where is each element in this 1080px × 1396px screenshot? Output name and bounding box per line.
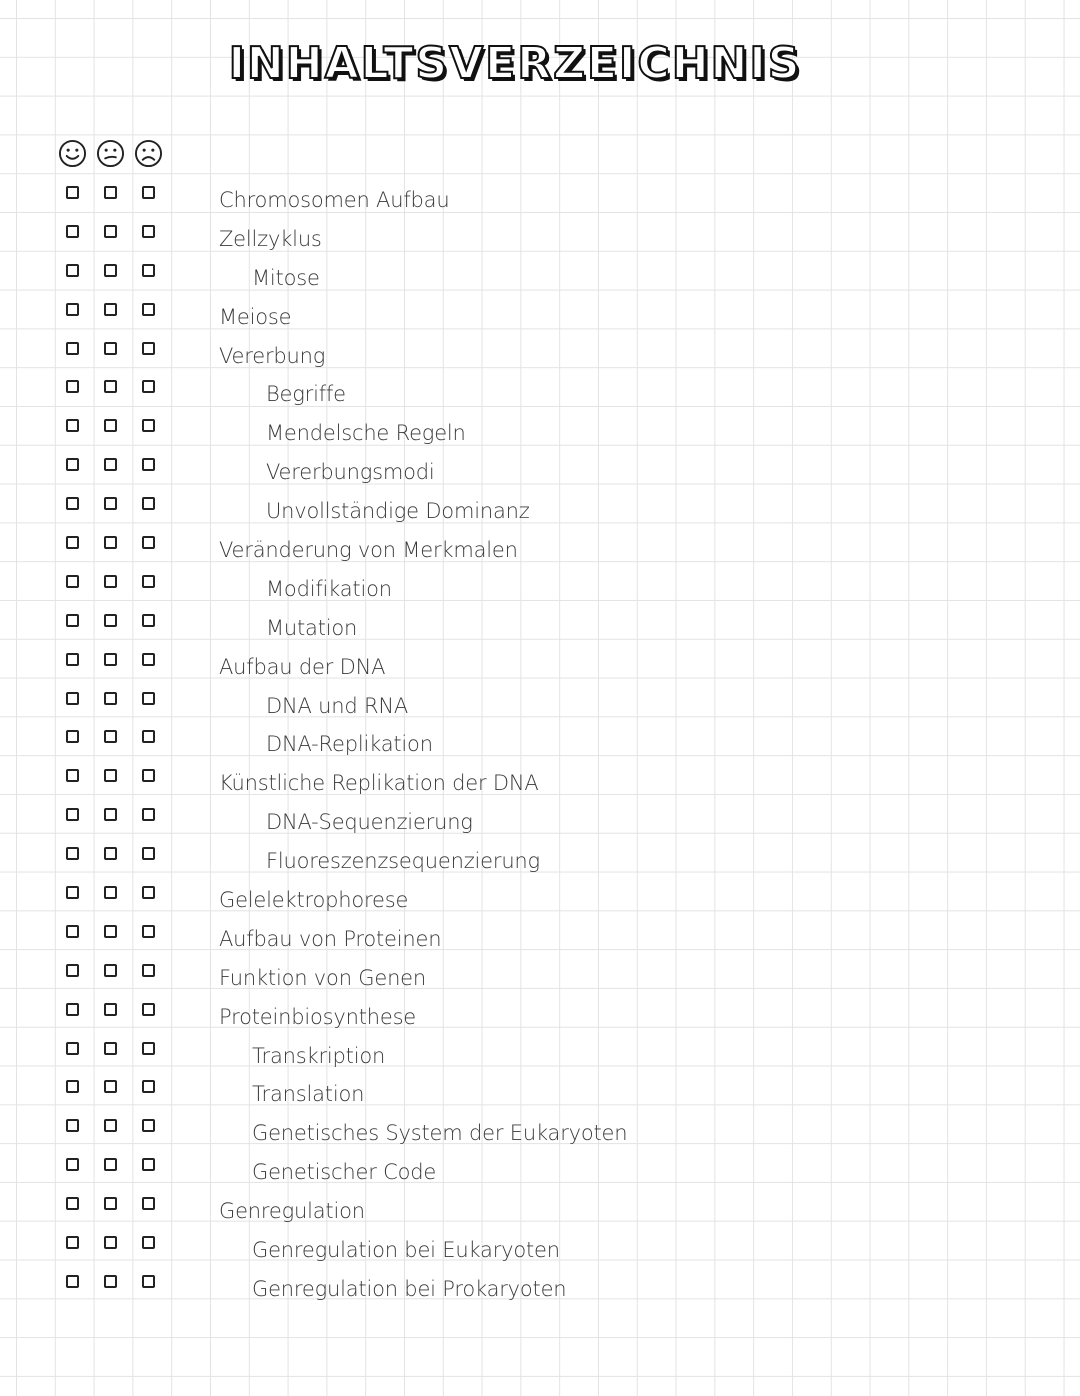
- list-item: [0, 800, 1080, 839]
- list-item: [0, 528, 1080, 567]
- topic-label: Veränderung von Merkmalen: [219, 538, 518, 563]
- rating-header: [58, 139, 163, 168]
- checkbox-okay[interactable]: [104, 653, 117, 666]
- checkbox-okay[interactable]: [104, 614, 117, 627]
- checkbox-good[interactable]: [66, 186, 79, 199]
- list-item: [0, 178, 1080, 217]
- topic-label: Genetischer Code: [252, 1160, 437, 1185]
- topic-label: Funktion von Genen: [219, 965, 427, 990]
- rating-checkboxes: [66, 1042, 155, 1055]
- checkbox-good[interactable]: [66, 497, 79, 510]
- topic-label: Transkription: [252, 1043, 386, 1068]
- checkbox-good[interactable]: [66, 847, 79, 860]
- checkbox-bad[interactable]: [142, 1197, 155, 1210]
- rating-checkboxes: [66, 1275, 155, 1288]
- checkbox-okay[interactable]: [104, 964, 117, 977]
- rating-checkboxes: [66, 536, 155, 549]
- checkbox-bad[interactable]: [142, 1003, 155, 1016]
- checkbox-okay[interactable]: [104, 847, 117, 860]
- checkbox-good[interactable]: [66, 1119, 79, 1132]
- checkbox-bad[interactable]: [142, 692, 155, 705]
- checkbox-okay[interactable]: [104, 186, 117, 199]
- checkbox-good[interactable]: [66, 419, 79, 432]
- checkbox-bad[interactable]: [142, 264, 155, 277]
- list-item: [0, 217, 1080, 256]
- checkbox-okay[interactable]: [104, 342, 117, 355]
- checkbox-bad[interactable]: [142, 303, 155, 316]
- checkbox-bad[interactable]: [142, 730, 155, 743]
- checkbox-bad[interactable]: [142, 808, 155, 821]
- checkbox-bad[interactable]: [142, 1275, 155, 1288]
- checkbox-bad[interactable]: [142, 964, 155, 977]
- checkbox-good[interactable]: [66, 808, 79, 821]
- checkbox-good[interactable]: [66, 536, 79, 549]
- list-item: [0, 450, 1080, 489]
- topic-label: Meiose: [219, 304, 292, 329]
- checkbox-good[interactable]: [66, 1158, 79, 1171]
- checkbox-bad[interactable]: [142, 225, 155, 238]
- list-item: [0, 295, 1080, 334]
- topic-label: Künstliche Replikation der DNA: [219, 771, 539, 796]
- checkbox-bad[interactable]: [142, 342, 155, 355]
- rating-checkboxes: [66, 1158, 155, 1171]
- list-item: [0, 1189, 1080, 1228]
- list-item: [0, 956, 1080, 995]
- checkbox-okay[interactable]: [104, 380, 117, 393]
- checkbox-good[interactable]: [66, 730, 79, 743]
- checkbox-bad[interactable]: [142, 1236, 155, 1249]
- checkbox-okay[interactable]: [104, 1042, 117, 1055]
- checkbox-okay[interactable]: [104, 886, 117, 899]
- happy-face-icon: [58, 139, 87, 168]
- checkbox-good[interactable]: [66, 886, 79, 899]
- rating-checkboxes: [66, 458, 155, 471]
- topic-label: Gelelektrophorese: [219, 888, 409, 913]
- checkbox-okay[interactable]: [104, 536, 117, 549]
- topic-label: Chromosomen Aufbau: [219, 188, 450, 212]
- rating-checkboxes: [66, 1119, 155, 1132]
- topic-label: Genregulation bei Prokaryoten: [252, 1276, 567, 1301]
- checkbox-okay[interactable]: [104, 419, 117, 432]
- checkbox-okay[interactable]: [104, 303, 117, 316]
- checkbox-okay[interactable]: [104, 458, 117, 471]
- rating-checkboxes: [66, 342, 155, 355]
- topic-label: Mendelsche Regeln: [266, 421, 466, 446]
- checkbox-okay[interactable]: [104, 1003, 117, 1016]
- rating-checkboxes: [66, 886, 155, 899]
- rating-checkboxes: [66, 925, 155, 938]
- checkbox-good[interactable]: [66, 964, 79, 977]
- topic-label: Genregulation bei Eukaryoten: [252, 1238, 560, 1263]
- list-item: [0, 645, 1080, 684]
- checkbox-good[interactable]: [66, 1080, 79, 1093]
- topic-label: Vererbung: [219, 343, 326, 368]
- list-item: [0, 839, 1080, 878]
- checkbox-good[interactable]: [66, 1236, 79, 1249]
- rating-checkboxes: [66, 575, 155, 588]
- neutral-face-icon: [96, 139, 125, 168]
- topic-label: Mutation: [266, 615, 358, 640]
- list-item: [0, 1034, 1080, 1073]
- rating-checkboxes: [66, 419, 155, 432]
- checkbox-bad[interactable]: [142, 575, 155, 588]
- contents-list: [0, 178, 1080, 1306]
- checkbox-okay[interactable]: [104, 575, 117, 588]
- topic-label: DNA-Sequenzierung: [266, 810, 473, 835]
- checkbox-bad[interactable]: [142, 925, 155, 938]
- rating-checkboxes: [66, 1197, 155, 1210]
- rating-checkboxes: [66, 964, 155, 977]
- rating-checkboxes: [66, 653, 155, 666]
- rating-checkboxes: [66, 808, 155, 821]
- checkbox-good[interactable]: [66, 769, 79, 782]
- checkbox-bad[interactable]: [142, 497, 155, 510]
- page-title: INHALTSVERZEICHNIS: [228, 38, 802, 89]
- list-item: [0, 256, 1080, 295]
- rating-checkboxes: [66, 692, 155, 705]
- rating-checkboxes: [66, 380, 155, 393]
- checkbox-good[interactable]: [66, 303, 79, 316]
- checkbox-good[interactable]: [66, 1003, 79, 1016]
- topic-label: Zellzyklus: [219, 226, 322, 251]
- topic-label: DNA und RNA: [266, 693, 409, 718]
- checkbox-bad[interactable]: [142, 886, 155, 899]
- checkbox-okay[interactable]: [104, 1197, 117, 1210]
- topic-label: Begriffe: [266, 382, 346, 407]
- rating-checkboxes: [66, 1236, 155, 1249]
- checkbox-bad[interactable]: [142, 769, 155, 782]
- checkbox-okay[interactable]: [104, 225, 117, 238]
- checkbox-okay[interactable]: [104, 1158, 117, 1171]
- checkbox-bad[interactable]: [142, 380, 155, 393]
- checkbox-bad[interactable]: [142, 419, 155, 432]
- list-item: [0, 761, 1080, 800]
- checkbox-okay[interactable]: [104, 730, 117, 743]
- checkbox-bad[interactable]: [142, 653, 155, 666]
- rating-checkboxes: [66, 1003, 155, 1016]
- topic-label: Translation: [252, 1082, 365, 1107]
- topic-label: Modifikation: [266, 576, 392, 601]
- checkbox-okay[interactable]: [104, 692, 117, 705]
- checkbox-bad[interactable]: [142, 614, 155, 627]
- list-item: [0, 411, 1080, 450]
- topic-label: Vererbungsmodi: [266, 460, 435, 485]
- checkbox-good[interactable]: [66, 1042, 79, 1055]
- checkbox-good[interactable]: [66, 264, 79, 277]
- rating-checkboxes: [66, 769, 155, 782]
- checkbox-bad[interactable]: [142, 186, 155, 199]
- rating-checkboxes: [66, 847, 155, 860]
- checkbox-okay[interactable]: [104, 808, 117, 821]
- rating-checkboxes: [66, 497, 155, 510]
- rating-checkboxes: [66, 614, 155, 627]
- checkbox-good[interactable]: [66, 458, 79, 471]
- topic-label: Proteinbiosynthese: [219, 1004, 417, 1029]
- checkbox-okay[interactable]: [104, 925, 117, 938]
- rating-checkboxes: [66, 303, 155, 316]
- sad-face-icon: [134, 139, 163, 168]
- list-item: [0, 684, 1080, 723]
- list-item: [0, 372, 1080, 411]
- checkbox-good[interactable]: [66, 692, 79, 705]
- checkbox-bad[interactable]: [142, 1158, 155, 1171]
- topic-label: Fluoreszenzsequenzierung: [266, 849, 540, 874]
- rating-checkboxes: [66, 730, 155, 743]
- checkbox-okay[interactable]: [104, 1275, 117, 1288]
- checkbox-okay[interactable]: [104, 264, 117, 277]
- list-item: [0, 1228, 1080, 1267]
- checkbox-okay[interactable]: [104, 769, 117, 782]
- topic-label: Unvollständige Dominanz: [266, 499, 530, 524]
- checkbox-good[interactable]: [66, 342, 79, 355]
- checkbox-good[interactable]: [66, 575, 79, 588]
- checkbox-bad[interactable]: [142, 847, 155, 860]
- checkbox-okay[interactable]: [104, 1119, 117, 1132]
- rating-checkboxes: [66, 1080, 155, 1093]
- checkbox-good[interactable]: [66, 225, 79, 238]
- list-item: [0, 1072, 1080, 1111]
- list-item: [0, 917, 1080, 956]
- checkbox-bad[interactable]: [142, 1042, 155, 1055]
- rating-checkboxes: [66, 264, 155, 277]
- list-item: [0, 995, 1080, 1034]
- checkbox-good[interactable]: [66, 614, 79, 627]
- rating-checkboxes: [66, 225, 155, 238]
- list-item: [0, 878, 1080, 917]
- list-item: [0, 489, 1080, 528]
- topic-label: DNA-Replikation: [266, 732, 433, 757]
- topic-label: Aufbau der DNA: [219, 654, 386, 679]
- list-item: [0, 606, 1080, 645]
- checkbox-good[interactable]: [66, 1197, 79, 1210]
- checkbox-okay[interactable]: [104, 1236, 117, 1249]
- checkbox-good[interactable]: [66, 380, 79, 393]
- list-item: [0, 722, 1080, 761]
- checkbox-good[interactable]: [66, 1275, 79, 1288]
- checkbox-okay[interactable]: [104, 1080, 117, 1093]
- list-item: [0, 567, 1080, 606]
- list-item: [0, 334, 1080, 373]
- checkbox-good[interactable]: [66, 925, 79, 938]
- checkbox-bad[interactable]: [142, 458, 155, 471]
- checkbox-okay[interactable]: [104, 497, 117, 510]
- topic-label: Genetisches System der Eukaryoten: [252, 1121, 628, 1146]
- list-item: [0, 1111, 1080, 1150]
- topic-label: Aufbau von Proteinen: [219, 926, 442, 951]
- checkbox-bad[interactable]: [142, 536, 155, 549]
- checkbox-good[interactable]: [66, 653, 79, 666]
- checkbox-bad[interactable]: [142, 1080, 155, 1093]
- topic-label: Mitose: [252, 265, 320, 290]
- topic-label: Genregulation: [219, 1199, 365, 1224]
- list-item: [0, 1267, 1080, 1306]
- list-item: [0, 1150, 1080, 1189]
- rating-checkboxes: [66, 186, 155, 199]
- checkbox-bad[interactable]: [142, 1119, 155, 1132]
